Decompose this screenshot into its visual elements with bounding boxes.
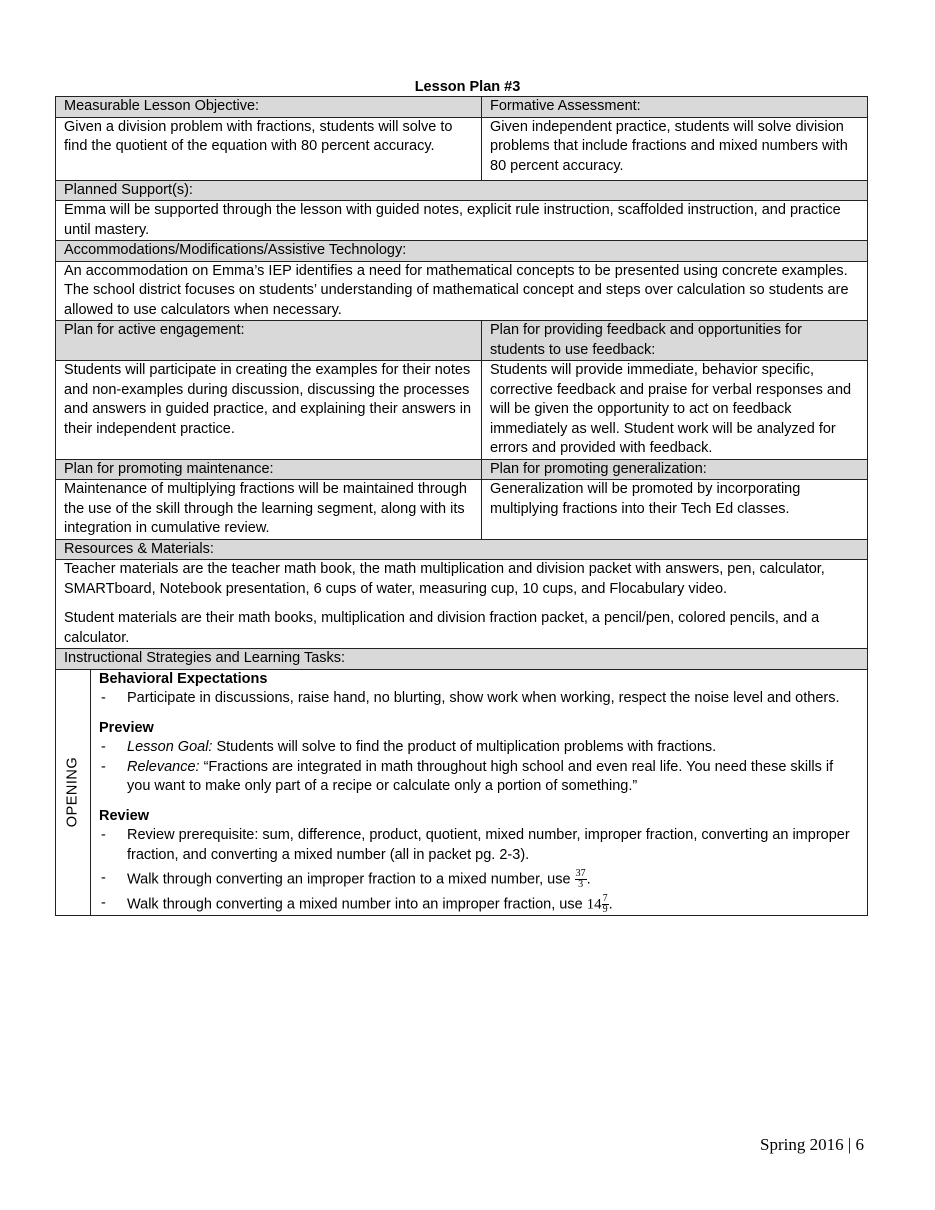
engagement-text: Students will participate in creating the examples for their notes and non-examples during discussion, discussing the processes and answers in guided practice, and explaining their answers in their independent practice. — [56, 361, 482, 460]
resources-label: Resources & Materials: — [56, 539, 868, 560]
mixed-fraction — [602, 894, 609, 915]
list-item — [99, 738, 859, 758]
maintenance-label: Plan for promoting maintenance: — [56, 459, 482, 480]
list-item — [99, 894, 859, 915]
lesson-plan-table — [55, 96, 868, 916]
teacher-materials-text: Teacher materials are the teacher math book, the math multiplication and division packet with answers, pen, calculator, SMARTboard, Notebook presentation, 6 cups of water, measuring cup, 10 cups, and Flocabulary video. — [64, 561, 825, 597]
fraction-numerator: 37 — [575, 868, 586, 879]
review-list — [99, 826, 859, 915]
fraction-denominator: 3 — [578, 879, 584, 890]
support-label: Planned Support(s): — [56, 180, 868, 201]
fraction-denominator: 9 — [602, 904, 608, 915]
objective-header-row — [56, 97, 868, 118]
feedback-label: Plan for providing feedback and opportunities for students to use feedback: — [482, 321, 868, 361]
period: . — [608, 896, 613, 913]
phase-label: OPENING — [64, 757, 81, 828]
list-item — [99, 869, 859, 890]
lesson-goal-label: Lesson Goal: — [127, 739, 213, 755]
student-materials-text: Student materials are their math books, multiplication and division fraction packet, a pencil/pen, colored pencils, and a calculator. — [64, 610, 820, 646]
generalization-label: Plan for promoting generalization: — [482, 459, 868, 480]
relevance-text: “Fractions are integrated in math throughout high school and even real life. You need these skills if you want to make only part of a recipe or calculate only a portion of something.” — [127, 758, 834, 794]
behavioral-list — [99, 689, 859, 709]
list-item: - Review prerequisite: sum, difference, product, quotient, mixed number, improper fraction, converting an improper fraction, and converting a mixed number (all in packet pg. 2-3). — [99, 826, 859, 865]
support-text: Emma will be supported through the lesson with guided notes, explicit rule instruction, scaffolded instruction, and practice until mastery. — [56, 201, 868, 241]
assessment-label: Formative Assessment: — [482, 97, 868, 118]
strategies-label: Instructional Strategies and Learning Tasks: — [56, 649, 868, 670]
accommodations-text: An accommodation on Emma’s IEP identifies a need for mathematical concepts to be presented using concrete examples. The school district focuses on students’ understanding of mathematical concept and steps over calculation so students are allowed to use calculators when necessary. — [56, 261, 868, 321]
generalization-text: Generalization will be promoted by incorporating multiplying fractions into their Tech Ed classes. — [482, 480, 868, 540]
engagement-label: Plan for active engagement: — [56, 321, 482, 361]
page-footer: Spring 2016 | 6 — [760, 1135, 864, 1154]
objective-body-row — [56, 117, 868, 180]
fraction-numerator: 7 — [602, 893, 608, 904]
list-item: - Participate in discussions, raise hand, no blurting, show work when working, respect the noise level and others. — [99, 689, 859, 709]
document-title: Lesson Plan #3 — [414, 79, 521, 95]
behavioral-heading: Behavioral Expectations — [99, 670, 268, 687]
review-heading: Review — [99, 807, 149, 824]
feedback-text: Students will provide immediate, behavior specific, corrective feedback and praise for verbal responses and will be given the opportunity to act on feedback immediately as well. Student work will be analyzed for errors and provided with feedback. — [482, 361, 868, 460]
opening-row — [56, 669, 868, 916]
relevance-label: Relevance: — [127, 758, 200, 775]
mixed-whole: 14 — [586, 896, 602, 913]
mixed-number-text: Walk through converting a mixed number into an improper fraction, use — [127, 896, 587, 913]
list-item — [99, 758, 859, 797]
period: . — [586, 871, 591, 888]
assessment-text: Given independent practice, students will solve division problems that include fractions and mixed numbers with 80 percent accuracy. — [482, 117, 868, 180]
phase-cell — [56, 669, 91, 916]
accommodations-label: Accommodations/Modifications/Assistive Technology: — [56, 241, 868, 262]
objective-label: Measurable Lesson Objective: — [56, 97, 482, 118]
improper-fraction — [575, 869, 587, 890]
lesson-goal-text: Students will solve to find the product of multiplication problems with fractions. — [212, 739, 717, 755]
opening-content — [91, 669, 868, 916]
maintenance-text: Maintenance of multiplying fractions will be maintained through the use of the skill through the learning segment, along with its integration in cumulative review. — [56, 480, 482, 540]
improper-fraction-text: Walk through converting an improper fraction to a mixed number, use — [127, 871, 575, 888]
preview-heading: Preview — [99, 719, 154, 736]
preview-list — [99, 738, 859, 797]
resources-body — [56, 560, 868, 649]
objective-text: Given a division problem with fractions, students will solve to find the quotient of the equation with 80 percent accuracy. — [56, 117, 482, 180]
